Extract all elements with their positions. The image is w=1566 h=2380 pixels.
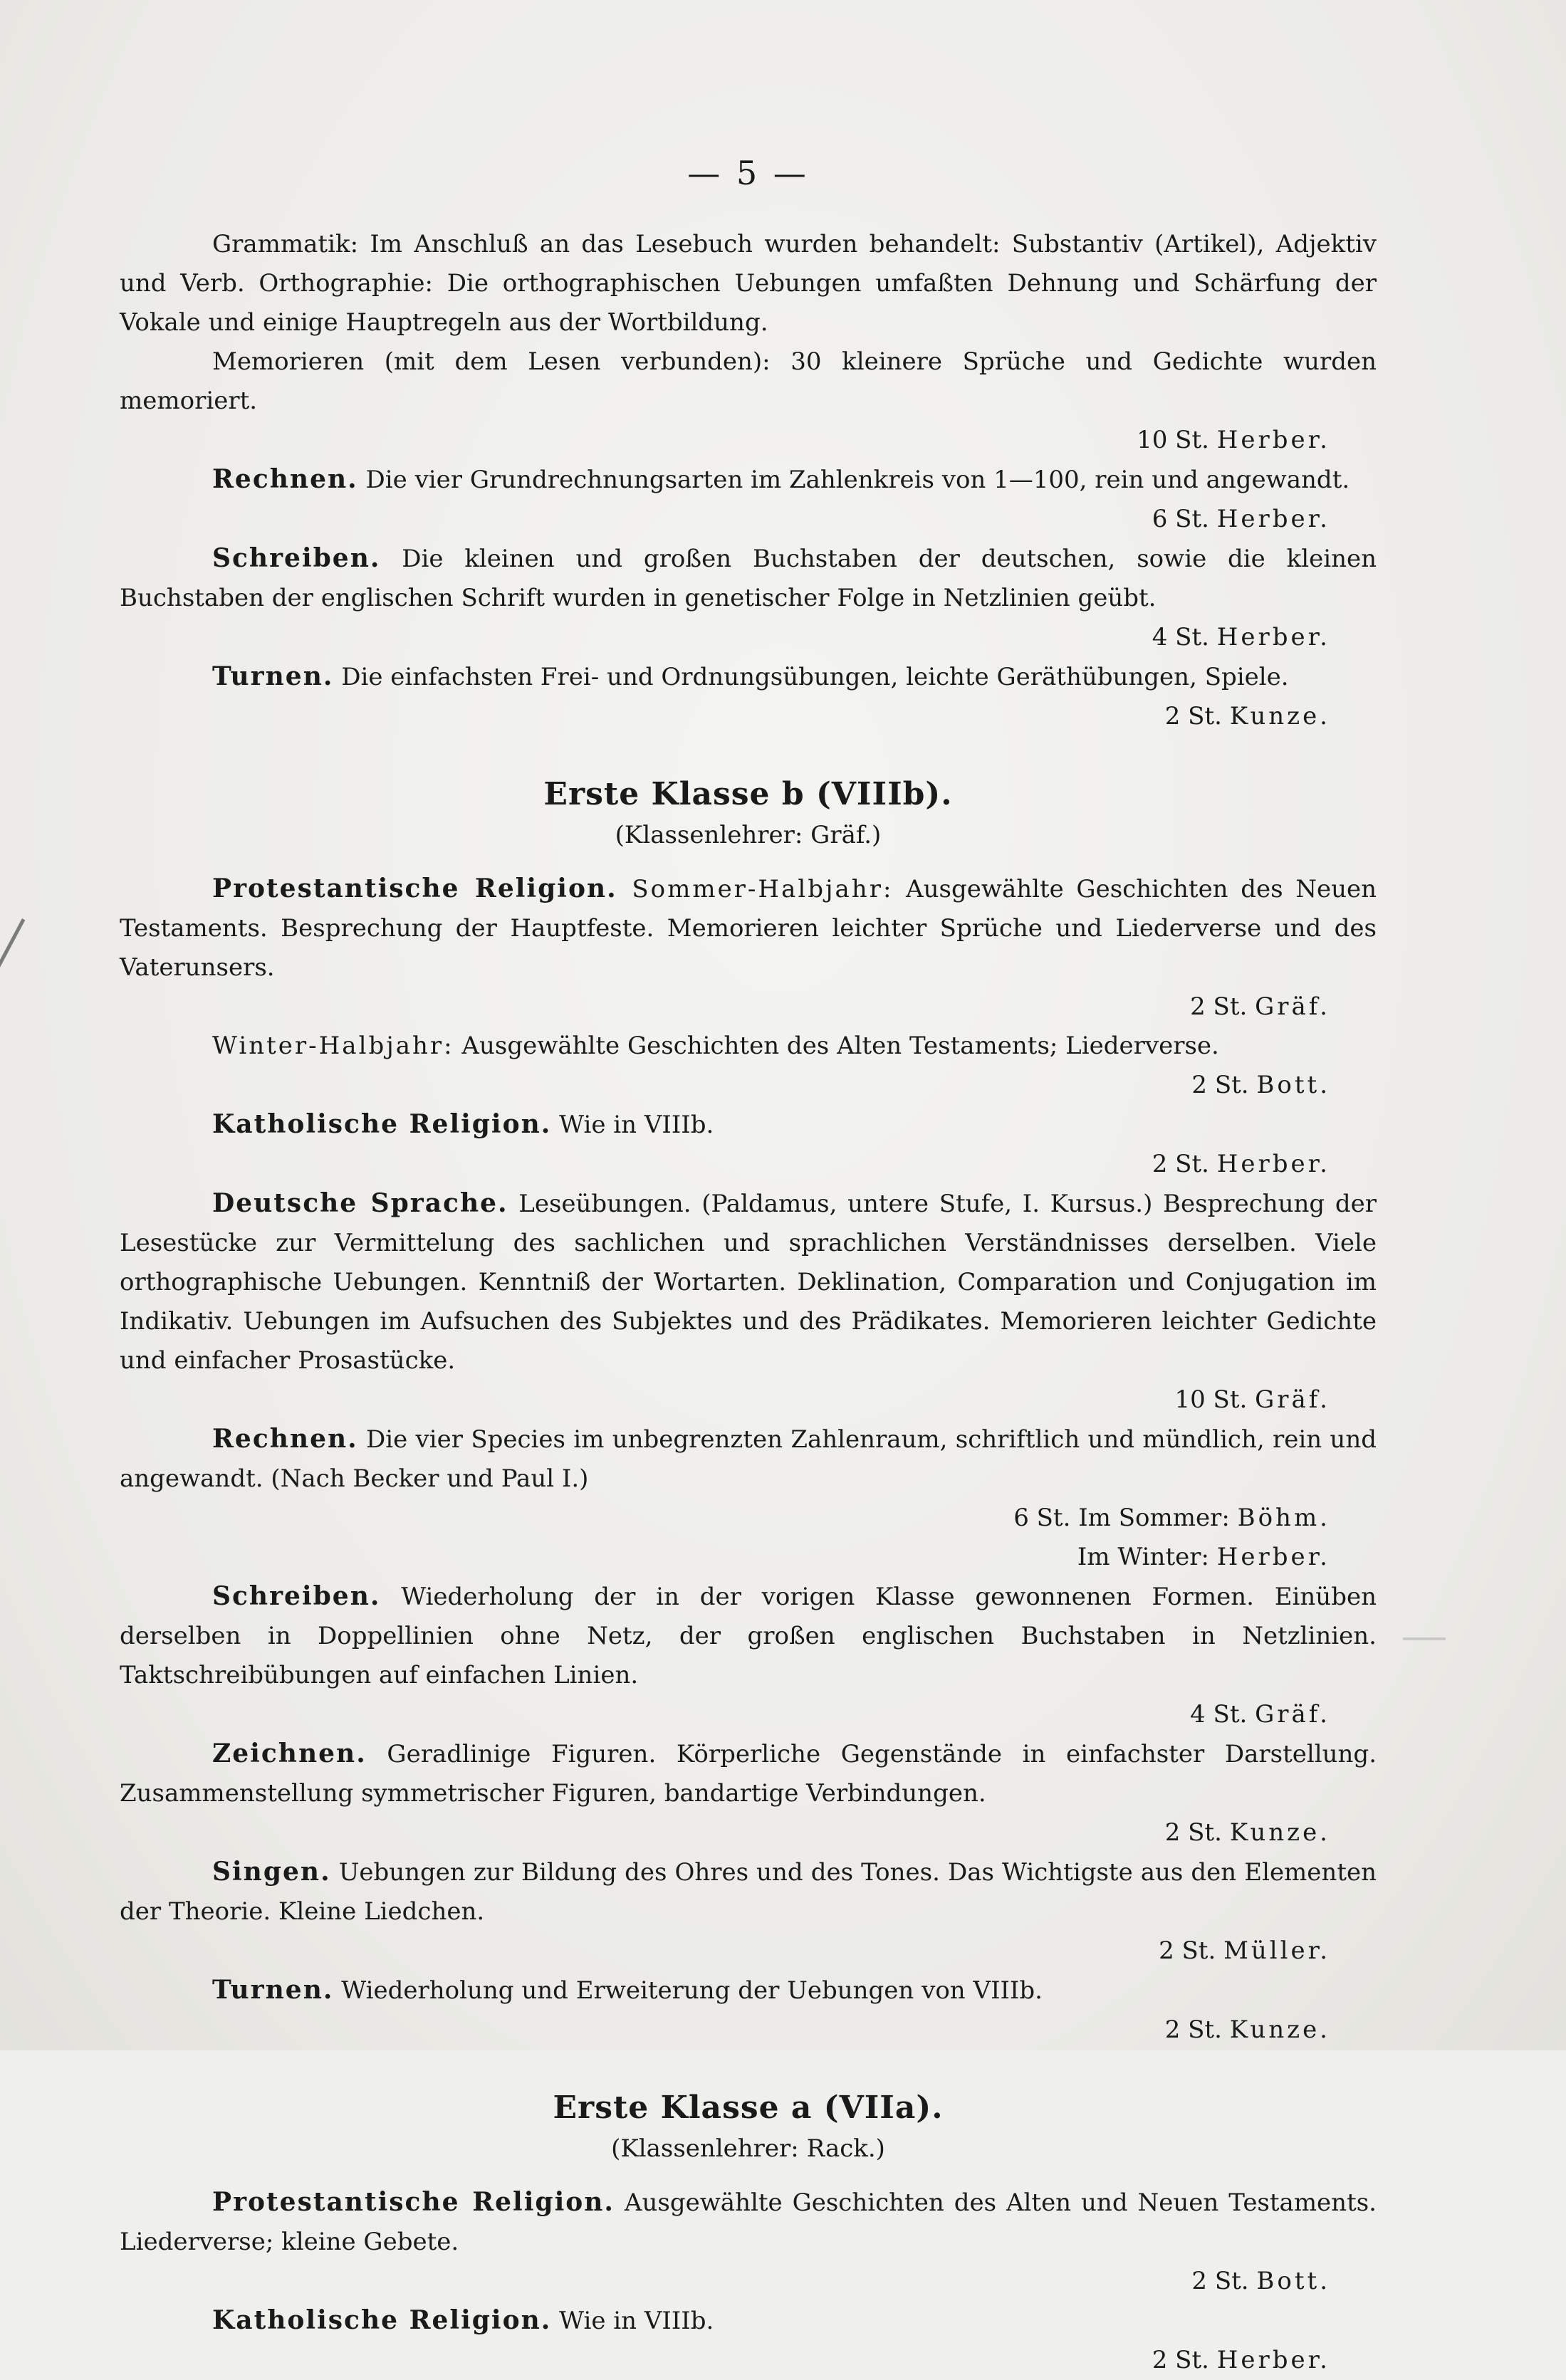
rechnen-b-paragraph [120, 1420, 1377, 1499]
page-number: — 5 — [687, 154, 809, 192]
credit-line [120, 987, 1377, 1027]
credit-hours: 6 St. [1013, 1504, 1071, 1532]
kath-religion-paragraph [120, 1105, 1377, 1145]
term-note: Im Sommer: [1078, 1504, 1230, 1532]
credit-hours: 6 St. [1152, 505, 1209, 533]
credit-hours: 2 St. [1164, 1818, 1222, 1847]
grammatik-paragraph [120, 225, 1377, 342]
subject-text: Ausgewählte Geschichten des Alten und Neuen Testaments. Liederverse; kleine Gebete. [120, 2188, 1377, 2256]
subject-text: Wie in VIIIb. [551, 1111, 714, 1139]
turnen-b-paragraph [120, 1971, 1377, 2011]
credit-line [120, 1145, 1377, 1184]
page-content [120, 154, 1377, 2380]
credit-hours: 2 St. [1159, 1936, 1216, 1965]
subject-label: Turnen. [212, 661, 334, 691]
credit-teacher: Herber. [1216, 2346, 1330, 2374]
prot-winter-paragraph [120, 1027, 1377, 1066]
credit-line [120, 421, 1377, 460]
subject-label: Katholische Religion. [212, 2305, 552, 2335]
term-label: Winter-Halbjahr: [212, 1032, 454, 1060]
credit-line [120, 1813, 1377, 1852]
grammatik-label: Grammatik: [212, 230, 359, 258]
ortho-label: Orthographie: [244, 269, 433, 298]
subject-label: Katholische Religion. [212, 1109, 552, 1139]
subject-label: Singen. [212, 1857, 331, 1887]
credit-teacher: Bott. [1256, 2267, 1330, 2295]
class-teacher: (Klassenlehrer: Gräf.) [615, 821, 882, 849]
credit-teacher: Gräf. [1255, 1385, 1330, 1414]
schreiben-paragraph [120, 539, 1377, 618]
credit-hours: 2 St. [1190, 992, 1248, 1021]
subject-text: Geradlinige Figuren. Körperliche Gegenstände in einfachster Darstellung. Zusammenstellung symmetrischer Figuren, bandartige Verbindungen. [120, 1740, 1377, 1808]
credit-line [120, 2262, 1377, 2301]
prot-religion-a-paragraph [120, 2183, 1377, 2262]
subject-text: Wie in VIIIb. [551, 2307, 714, 2335]
subject-text: Ausgewählte Geschichten des Neuen Testaments. Besprechung der Hauptfeste. Memorieren leichter Sprüche und Liederverse und des Vaterunsers. [120, 875, 1377, 982]
subject-text: Die kleinen und großen Buchstaben der deutschen, sowie die kleinen Buchstaben der englischen Schrift wurden in genetischer Folge in Netzlinien geübt. [120, 545, 1377, 612]
subject-text: Wiederholung und Erweiterung der Uebungen von VIIIb. [333, 1976, 1043, 2005]
credit-teacher: Herber. [1216, 1543, 1330, 1571]
subject-label: Schreiben. [212, 543, 381, 573]
credit-hours: 2 St. [1191, 2267, 1249, 2295]
ortho-text: Die orthographischen Uebungen umfaßten Dehnung und Schärfung der Vokale und einige Hauptregeln aus der Wortbildung. [120, 269, 1377, 337]
credit-line [120, 2341, 1377, 2380]
kath-religion-a-paragraph [120, 2301, 1377, 2341]
term-label: Sommer-Halbjahr: [617, 875, 894, 903]
credit-hours: 2 St. [1191, 1071, 1249, 1099]
memorieren-text: Memorieren (mit dem Lesen verbunden): 30 kleinere Sprüche und Gedichte wurden memoriert. [120, 347, 1377, 415]
credit-hours: 2 St. [1164, 2015, 1222, 2044]
credit-hours: 2 St. [1164, 702, 1222, 730]
subject-text: Die vier Grundrechnungsarten im Zahlenkreis von 1—100, rein und angewandt. [357, 466, 1350, 494]
grammatik-text: Im Anschluß an das Lesebuch wurden behandelt: Substantiv (Artikel), Adjektiv und Verb. [120, 230, 1377, 298]
class-heading: Erste Klasse a (VIIa). [553, 2090, 944, 2126]
credit-teacher: Herber. [1216, 623, 1330, 651]
credit-teacher: Herber. [1216, 426, 1330, 454]
subject-label: Deutsche Sprache. [212, 1188, 508, 1218]
subject-text: Leseübungen. (Paldamus, untere Stufe, I. Kursus.) Besprechung der Lesestücke zur Vermittelung des sachlichen und sprachlichen Verständnisses derselben. Viele orthographische Uebungen. Kenntniß der Wortarten. Deklination, Comparation und Conjugation im Indikativ. Uebungen im Aufsuchen des Subjektes und des Prädikates. Memorieren leichter Gedichte und einfacher Prosastücke. [120, 1190, 1377, 1375]
class-heading: Erste Klasse b (VIIIb). [543, 776, 953, 812]
subject-text: Ausgewählte Geschichten des Alten Testaments; Liederverse. [454, 1032, 1219, 1060]
credit-hours: 4 St. [1190, 1700, 1248, 1729]
subject-text: Wiederholung der in der vorigen Klasse gewonnenen Formen. Einüben derselben in Doppellinien ohne Netz, der großen englischen Buchstaben in Netzlinien. Taktschreibübungen auf einfachen Linien. [120, 1583, 1377, 1689]
credit-teacher: Kunze. [1229, 2015, 1330, 2044]
credit-teacher: Bott. [1256, 1071, 1330, 1099]
subject-label: Protestantische Religion. [212, 874, 617, 903]
turnen-paragraph [120, 657, 1377, 697]
credit-teacher: Böhm. [1237, 1504, 1330, 1532]
credit-teacher: Gräf. [1255, 1700, 1330, 1729]
subject-text: Uebungen zur Bildung des Ohres und des Tones. Das Wichtigste aus den Elementen der Theorie. Kleine Liedchen. [120, 1858, 1377, 1926]
credit-hours: 2 St. [1152, 2346, 1209, 2374]
faint-mark [1403, 1637, 1446, 1640]
class-teacher: (Klassenlehrer: Rack.) [611, 2134, 885, 2163]
credit-teacher: Kunze. [1229, 702, 1330, 730]
margin-mark [0, 918, 41, 985]
memorieren-paragraph [120, 342, 1377, 421]
subject-text: Die vier Species im unbegrenzten Zahlenraum, schriftlich und mündlich, rein und angewandt. (Nach Becker und Paul I.) [120, 1425, 1377, 1493]
subject-label: Turnen. [212, 1975, 334, 2005]
subject-label: Rechnen. [212, 464, 358, 494]
credit-line [120, 1499, 1377, 1538]
credit-line [120, 697, 1377, 736]
singen-paragraph [120, 1852, 1377, 1931]
deutsch-paragraph [120, 1184, 1377, 1380]
credit-line [120, 2011, 1377, 2050]
credit-hours: 2 St. [1152, 1150, 1209, 1178]
credit-line [120, 1695, 1377, 1734]
credit-line [120, 618, 1377, 657]
zeichnen-paragraph [120, 1734, 1377, 1813]
rechnen-paragraph [120, 460, 1377, 500]
subject-label: Schreiben. [212, 1581, 381, 1611]
subject-label: Zeichnen. [212, 1739, 367, 1768]
subject-label: Rechnen. [212, 1424, 358, 1454]
credit-hours: 10 St. [1137, 426, 1209, 454]
subject-text: Die einfachsten Frei- und Ordnungsübungen, leichte Geräthübungen, Spiele. [333, 663, 1289, 691]
credit-line [120, 1931, 1377, 1971]
credit-line [120, 1066, 1377, 1105]
subject-label: Protestantische Religion. [212, 2187, 615, 2217]
credit-teacher: Kunze. [1229, 1818, 1330, 1847]
prot-religion-paragraph [120, 869, 1377, 987]
credit-teacher: Herber. [1216, 1150, 1330, 1178]
credit-hours: 4 St. [1152, 623, 1209, 651]
term-note: Im Winter: [1077, 1543, 1209, 1571]
credit-line [120, 1538, 1377, 1577]
schreiben-b-paragraph [120, 1577, 1377, 1695]
credit-teacher: Herber. [1216, 505, 1330, 533]
credit-hours: 10 St. [1174, 1385, 1248, 1414]
credit-line [120, 1380, 1377, 1420]
credit-teacher: Gräf. [1255, 992, 1330, 1021]
credit-line [120, 500, 1377, 539]
credit-teacher: Müller. [1223, 1936, 1330, 1965]
